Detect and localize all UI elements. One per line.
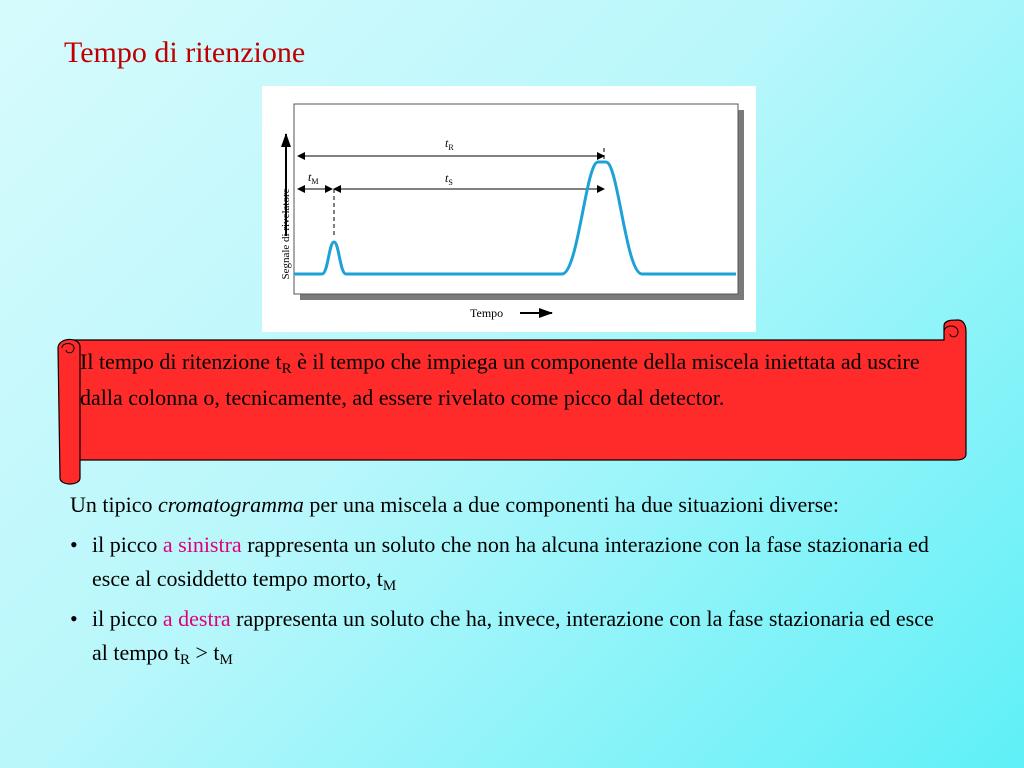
slide-body	[70, 488, 950, 676]
definition-callout	[48, 318, 968, 486]
bullet-icon: •	[70, 532, 78, 557]
callout-text: Il tempo di ritenzione $t_R$ è il tempo che impiega un componente della miscela iniettata ad uscire dalla colonna o, tecnicamente, ad essere rivelato come picco dal detector.	[80, 349, 920, 410]
bullet-right-peak: • il picco a destra rappresenta un soluto che ha, invece, interazione con la fase stazionaria ed esce al tempo $t_R > t_M$	[70, 602, 950, 670]
x-axis-label: Tempo	[470, 306, 504, 320]
tS-label: $t_S$	[445, 171, 453, 187]
tM-label: $t_M$	[308, 170, 319, 186]
chromatogram-svg	[262, 86, 756, 332]
tR-label: $t_R$	[445, 136, 454, 152]
plot-frame	[294, 104, 738, 294]
chromatogram-figure	[262, 86, 756, 332]
bullet-left-peak: • il picco a sinistra rappresenta un soluto che non ha alcuna interazione con la fase stazionaria ed esce al cosiddetto tempo morto, $t_M$	[70, 528, 950, 596]
bullet-icon: •	[70, 606, 78, 631]
slide-title: Tempo di ritenzione	[64, 36, 306, 69]
y-axis-label: Segnale di rivelatore	[280, 188, 292, 280]
intro-paragraph: Un tipico cromatogramma per una miscela a due componenti ha due situazioni diverse:	[70, 492, 840, 517]
